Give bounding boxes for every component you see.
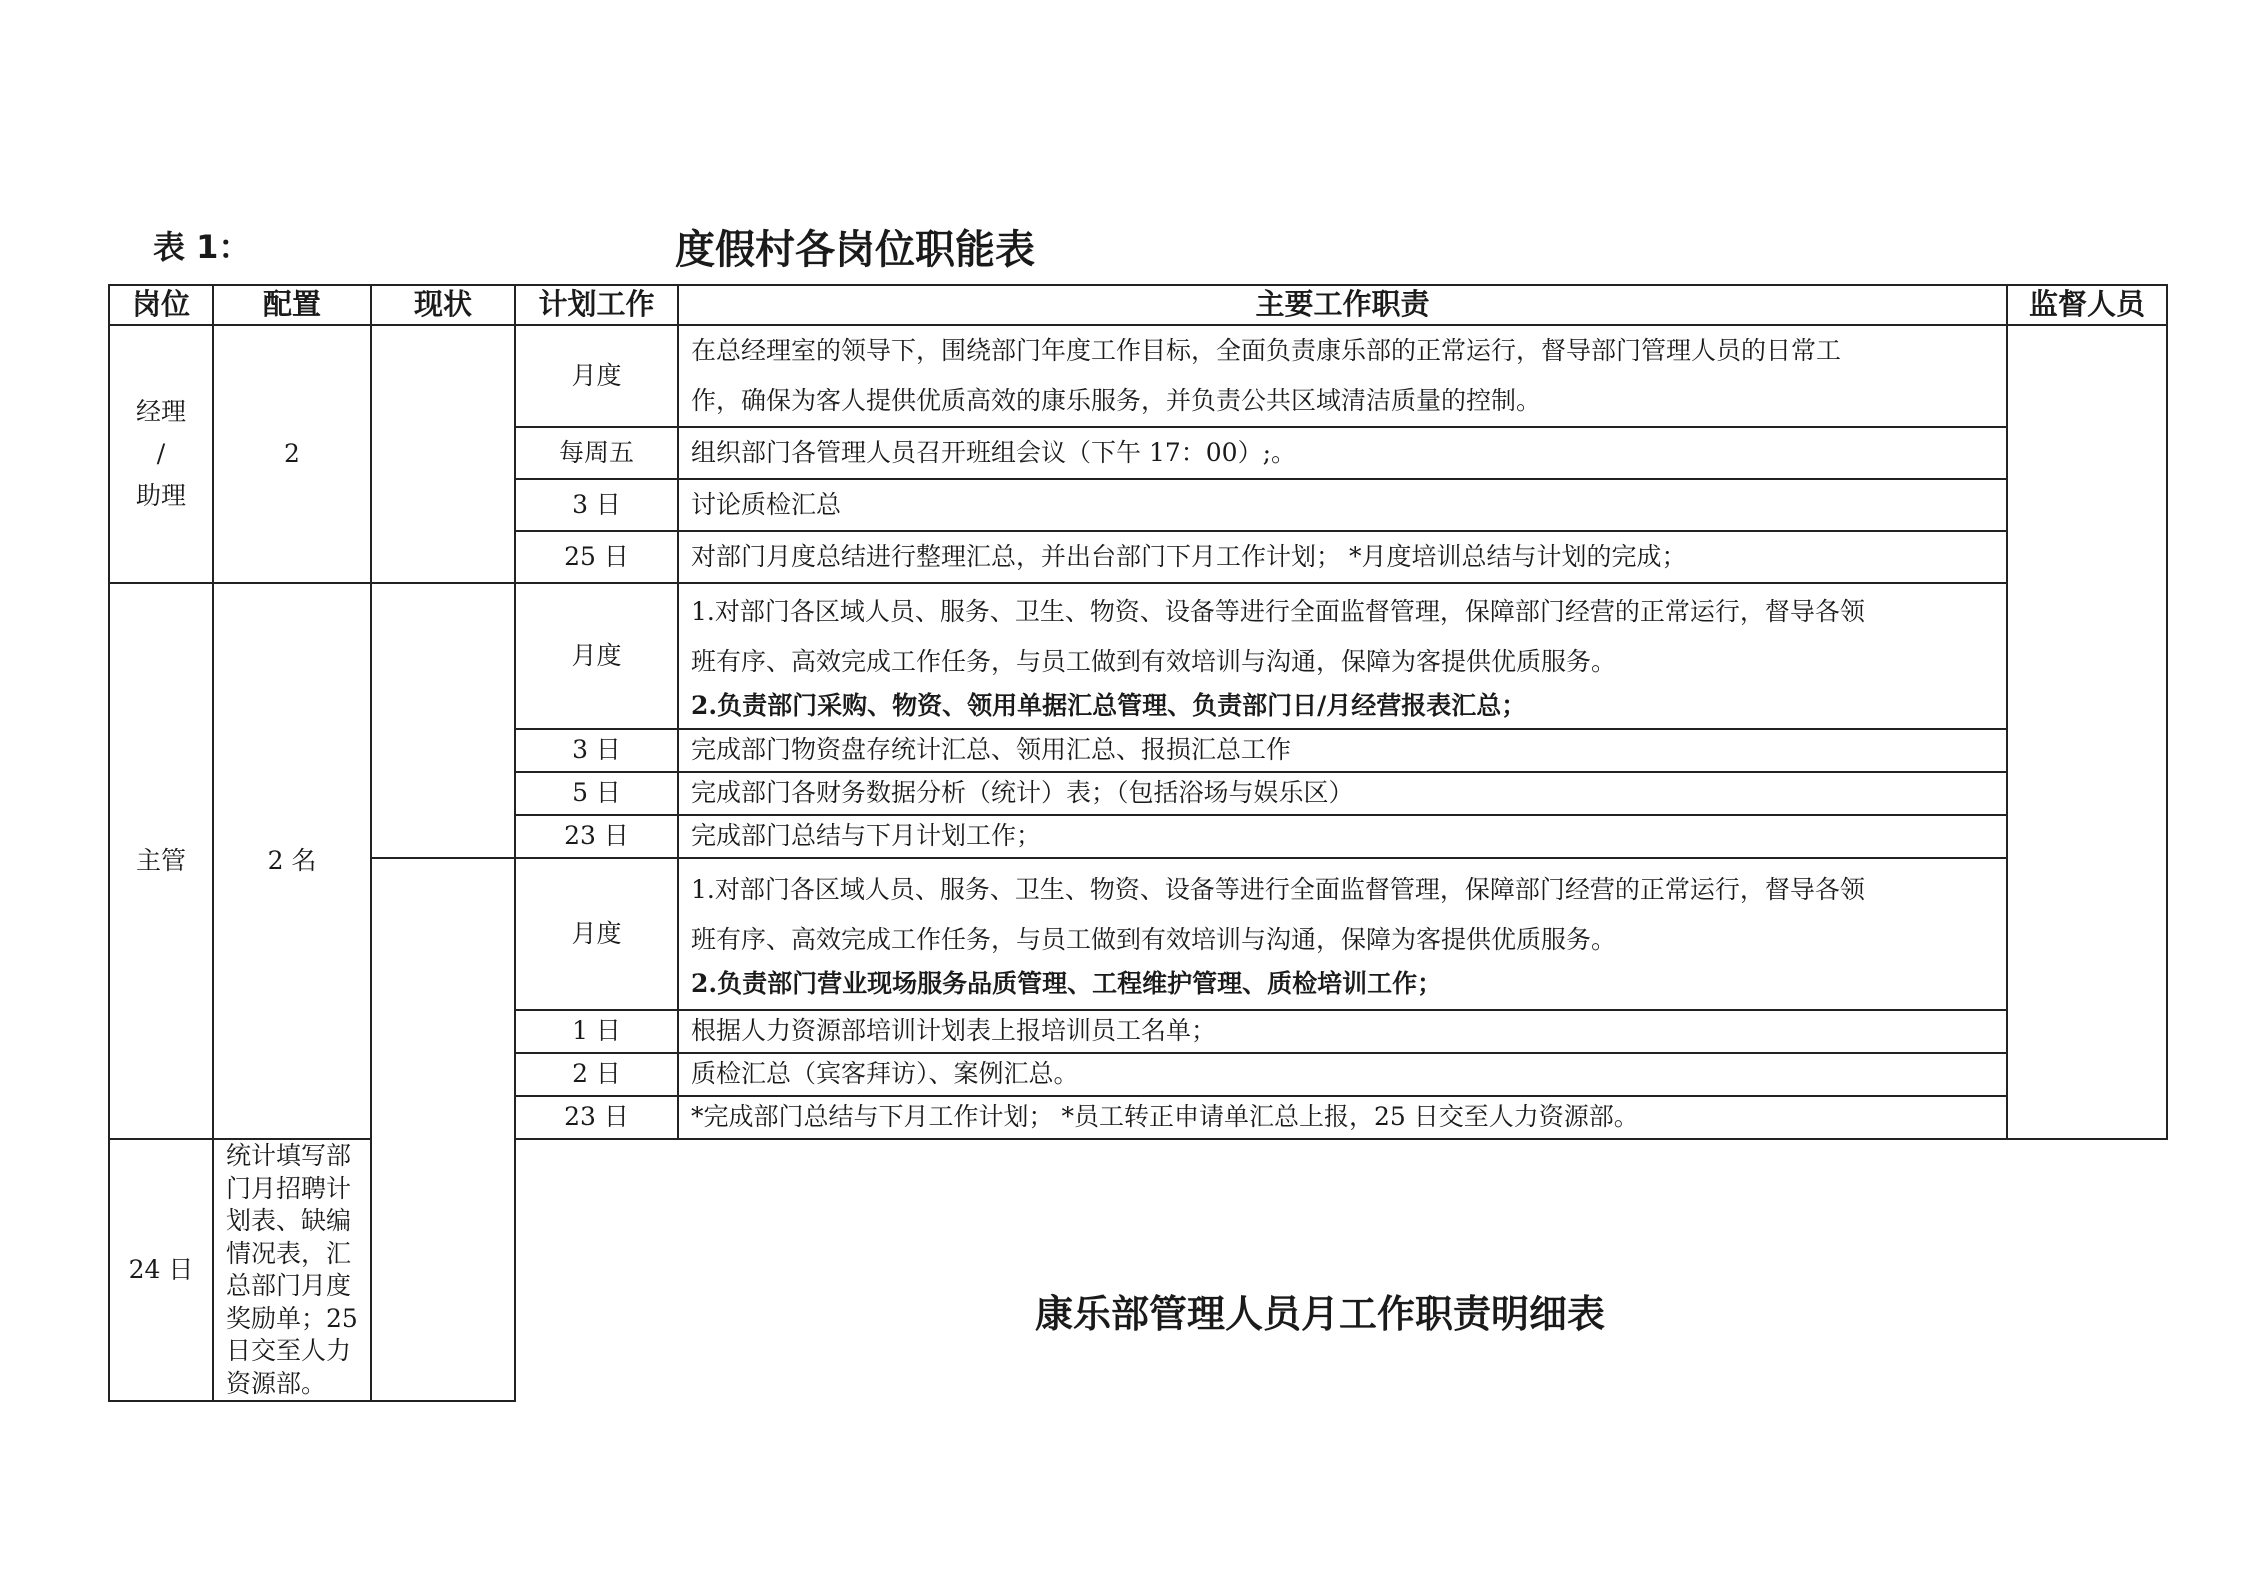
plan-cell: 月度 xyxy=(515,858,678,1010)
duty-line: 2.负责部门采购、物资、领用单据汇总管理、负责部门日/月经营报表汇总； xyxy=(691,691,1527,720)
plan-cell: 1 日 xyxy=(515,1010,678,1053)
supervisor-post-cell: 主管 xyxy=(109,583,213,1139)
supervisor-column-cell xyxy=(2007,325,2167,1139)
header-plan: 计划工作 xyxy=(515,285,678,325)
duty-line: 在总经理室的领导下，围绕部门年度工作目标，全面负责康乐部的正常运行，督导部门管理人员的日常工 xyxy=(691,336,1842,365)
duty-cell: 讨论质检汇总 xyxy=(678,479,2007,531)
table-row xyxy=(109,583,2167,729)
duty-cell xyxy=(678,325,2007,427)
post-duty-table xyxy=(108,284,2168,1402)
duty-cell xyxy=(678,583,2007,729)
duty-cell: 完成部门各财务数据分析（统计）表；（包括浴场与娱乐区） xyxy=(678,772,2007,815)
plan-cell: 25 日 xyxy=(515,531,678,583)
plan-cell: 月度 xyxy=(515,325,678,427)
plan-cell: 23 日 xyxy=(515,1096,678,1139)
manager-post-line: 助理 xyxy=(135,481,186,510)
header-staffing: 配置 xyxy=(213,285,371,325)
header-duties: 主要工作职责 xyxy=(678,285,2007,325)
duty-cell xyxy=(678,858,2007,1010)
duty-line: 1.对部门各区域人员、服务、卫生、物资、设备等进行全面监督管理，保障部门经营的正常运行，督导各领 xyxy=(691,875,1865,904)
manager-staffing-cell: 2 xyxy=(213,325,371,583)
header-post: 岗位 xyxy=(109,285,213,325)
table-row xyxy=(109,858,2167,1010)
duty-cell: 对部门月度总结进行整理汇总，并出台部门下月工作计划； *月度培训总结与计划的完成； xyxy=(678,531,2007,583)
duty-cell: *完成部门总结与下月工作计划； *员工转正申请单汇总上报，25 日交至人力资源部。 xyxy=(678,1096,2007,1139)
duty-line: 1.对部门各区域人员、服务、卫生、物资、设备等进行全面监督管理，保障部门经营的正常运行，督导各领 xyxy=(691,597,1865,626)
manager-post-line: / xyxy=(156,439,166,468)
duty-cell: 统计填写部门月招聘计划表、缺编情况表，汇总部门月度奖励单；25 日交至人力资源部。 xyxy=(213,1139,371,1401)
duty-line: 班有序、高效完成工作任务，与员工做到有效培训与沟通，保障为客提供优质服务。 xyxy=(691,925,1617,954)
plan-cell: 24 日 xyxy=(109,1139,213,1401)
duty-line: 班有序、高效完成工作任务，与员工做到有效培训与沟通，保障为客提供优质服务。 xyxy=(691,647,1617,676)
header-status: 现状 xyxy=(371,285,515,325)
table-row xyxy=(109,325,2167,427)
plan-cell: 5 日 xyxy=(515,772,678,815)
section-title: 康乐部管理人员月工作职责明细表 xyxy=(1035,1292,1606,1336)
plan-cell: 每周五 xyxy=(515,427,678,479)
plan-cell: 3 日 xyxy=(515,479,678,531)
manager-status-cell xyxy=(371,325,515,583)
table-header-row xyxy=(109,285,2167,325)
supervisor-staffing-cell: 2 名 xyxy=(213,583,371,1139)
plan-cell: 2 日 xyxy=(515,1053,678,1096)
header-supervisor: 监督人员 xyxy=(2007,285,2167,325)
manager-post-line: 经理 xyxy=(135,397,186,426)
duty-cell: 完成部门总结与下月计划工作； xyxy=(678,815,2007,858)
supervisor-status-cell xyxy=(371,858,515,1401)
plan-cell: 月度 xyxy=(515,583,678,729)
table-title: 度假村各岗位职能表 xyxy=(675,227,1035,273)
manager-post-cell xyxy=(109,325,213,583)
duty-line: 2.负责部门营业现场服务品质管理、工程维护管理、质检培训工作； xyxy=(691,969,1443,998)
plan-cell: 3 日 xyxy=(515,729,678,772)
duty-cell: 组织部门各管理人员召开班组会议（下午 17：00）;。 xyxy=(678,427,2007,479)
duty-cell: 完成部门物资盘存统计汇总、领用汇总、报损汇总工作 xyxy=(678,729,2007,772)
plan-cell: 23 日 xyxy=(515,815,678,858)
supervisor-status-cell xyxy=(371,583,515,858)
duty-line: 作，确保为客人提供优质高效的康乐服务，并负责公共区域清洁质量的控制。 xyxy=(691,386,1542,415)
duty-cell: 根据人力资源部培训计划表上报培训员工名单； xyxy=(678,1010,2007,1053)
duty-cell: 质检汇总（宾客拜访）、案例汇总。 xyxy=(678,1053,2007,1096)
table-label: 表 1： xyxy=(153,228,251,266)
